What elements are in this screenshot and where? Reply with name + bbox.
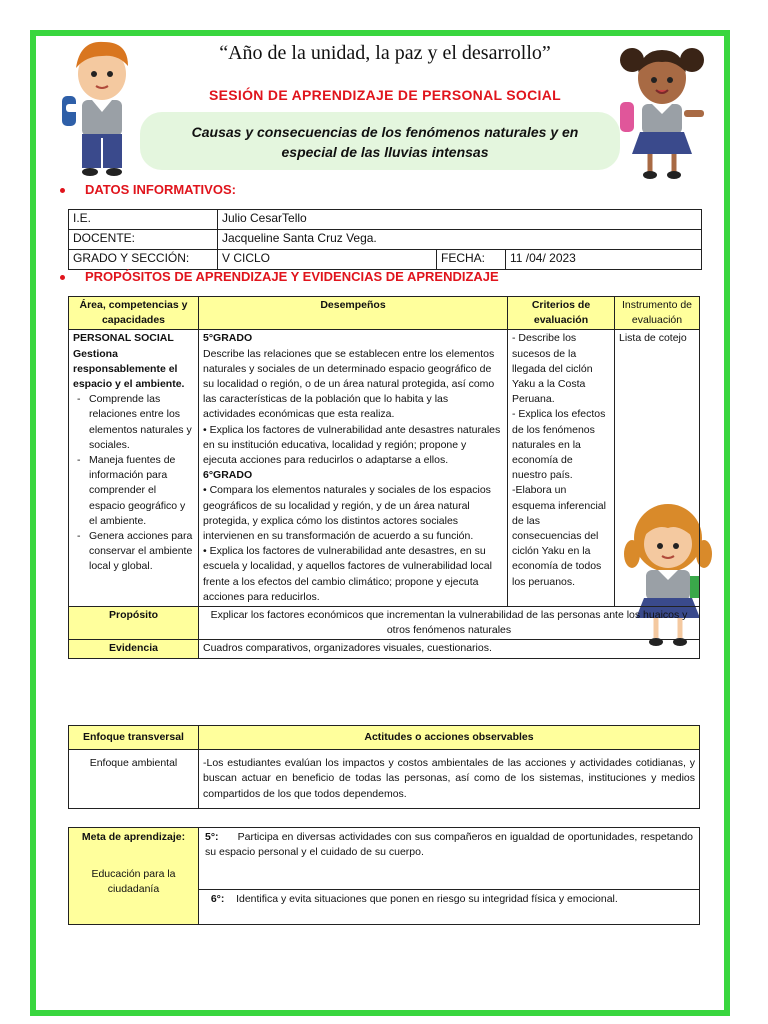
list-item: - Genera acciones para conservar el ambiente local y global. (89, 529, 194, 575)
criterio-item: - Describe los sucesos de la llegada del ciclón Yaku a la Costa Peruana. (512, 332, 593, 406)
area-cell (69, 330, 199, 607)
criterio-item: -Elabora un esquema inferencial de las consecuencias del ciclón Yaku en la economía de todos los peruanos. (512, 484, 606, 588)
docente-value: Jacqueline Santa Cruz Vega. (218, 230, 702, 250)
grado6-label: 6°GRADO (203, 469, 253, 482)
datos-table (68, 209, 702, 270)
desempeno-5-1: Describe las relaciones que se establecen entre los elementos naturales y sociales de un determinado espacio geográfico de su localidad o región, o de un área natural protegida, así como las características de la población que lo habita y las actividades económicas que esta realiza. (203, 347, 495, 421)
grado-value: V CICLO (218, 250, 437, 270)
proposito-label: Propósito (69, 607, 199, 640)
col-criterios: Criterios de evaluación (508, 297, 615, 330)
meta-6-label: 6°: (210, 892, 225, 905)
datos-heading: DATOS INFORMATIVOS: (60, 182, 236, 197)
meta-label: Meta de aprendizaje: (81, 831, 186, 843)
enfoque-table (68, 725, 700, 809)
proposito-value: Explicar los factores económicos que incrementan la vulnerabilidad de las personas ante los huaicos y otros fenómenos naturales (199, 607, 700, 640)
meta-5-text: Participa en diversas actividades con sus compañeros en igualdad de oportunidades, respetando su espacio personal y el cuidado de su cuerpo. (205, 831, 693, 859)
desempeno-6-1: • Compara los elementos naturales y sociales de los espacios geográficos de su localidad y región, y de un área natural protegida, y explica cómo los distintos actores sociales intervienen en su transformación de acuerdo a su función. (203, 484, 491, 543)
enfoque-col-1: Enfoque transversal (69, 726, 199, 750)
ie-label: I.E. (69, 210, 218, 230)
theme-line-1: Causas y consecuencias de los fenómenos naturales y en (191, 124, 579, 140)
grado5-label: 5°GRADO (203, 332, 253, 345)
meta-table (68, 827, 700, 925)
bullet-icon (60, 188, 65, 193)
col-desempenos: Desempeños (199, 297, 508, 330)
col-area: Área, competencias y capacidades (69, 297, 199, 330)
competencia: Gestiona responsablemente el espacio y el ambiente. (73, 347, 185, 391)
criterio-item: - Explica los efectos de los fenómenos naturales en la economía de nuestro país. (512, 408, 606, 482)
meta-cell (69, 828, 199, 925)
evidencia-label: Evidencia (69, 640, 199, 658)
fecha-label: FECHA: (437, 250, 506, 270)
meta-5-cell (199, 828, 700, 890)
criterios-cell (508, 330, 615, 607)
desempeno-6-2: • Explica los factores de vulnerabilidad ante desastres, en su escuela y localidad, y aquellos factores de vulnerabilidad local frente a los efectos del cambio climático; propone y ejecuta acciones para reducirlos. (203, 545, 492, 603)
fecha-value: 11 /04/ 2023 (506, 250, 702, 270)
desempeno-5-2: • Explica los factores de vulnerabilidad ante desastres naturales en su institución educativa, localidad y región; propone y ejecuta acciones para reducirlos o adaptarse a ellos. (203, 423, 501, 467)
capacidades-list (73, 392, 194, 574)
grado-label: GRADO Y SECCIÓN: (69, 250, 218, 270)
propositos-heading: PROPÓSITOS DE APRENDIZAJE Y EVIDENCIAS DE APRENDIZAJE (60, 269, 499, 284)
evidencia-value: Cuadros comparativos, organizadores visuales, cuestionarios. (199, 640, 700, 658)
enfoque-name: Enfoque ambiental (69, 750, 199, 809)
theme-line-2: especial de las lluvias intensas (281, 144, 489, 160)
col-instrumento: Instrumento de evaluación (615, 297, 700, 330)
list-item: - Comprende las relaciones entre los elementos naturales y sociales. (89, 392, 194, 453)
ie-value: Julio CesarTello (218, 210, 702, 230)
girl-illustration (612, 38, 712, 180)
session-title: SESIÓN DE APRENDIZAJE DE PERSONAL SOCIAL (209, 87, 561, 103)
area-name: PERSONAL SOCIAL (73, 332, 174, 345)
instrumento-cell: Lista de cotejo (615, 330, 700, 607)
propositos-table (68, 296, 700, 659)
docente-label: DOCENTE: (69, 230, 218, 250)
boy-illustration (52, 34, 152, 176)
meta-5-label: 5°: (205, 831, 219, 843)
meta-6-cell (199, 889, 700, 924)
meta-6-text: Identifica y evita situaciones que ponen en riesgo su integridad física y emocional. (236, 892, 618, 905)
desempenos-cell (199, 330, 508, 607)
enfoque-col-2: Actitudes o acciones observables (199, 726, 700, 750)
theme-title (160, 122, 610, 162)
bullet-icon (60, 275, 65, 280)
enfoque-text: -Los estudiantes evalúan los impactos y costos ambientales de las acciones y actividades cotidianas, y buscan actuar en beneficio de todas las personas, así como de los sistemas, instituciones y medios compartidos de los que todos dependemos. (199, 750, 700, 809)
list-item: - Maneja fuentes de información para comprender el espacio geográfico y el ambiente. (89, 453, 194, 529)
meta-area: Educación para la ciudadanía (91, 868, 176, 896)
year-title: “Año de la unidad, la paz y el desarrollo” (219, 42, 551, 64)
